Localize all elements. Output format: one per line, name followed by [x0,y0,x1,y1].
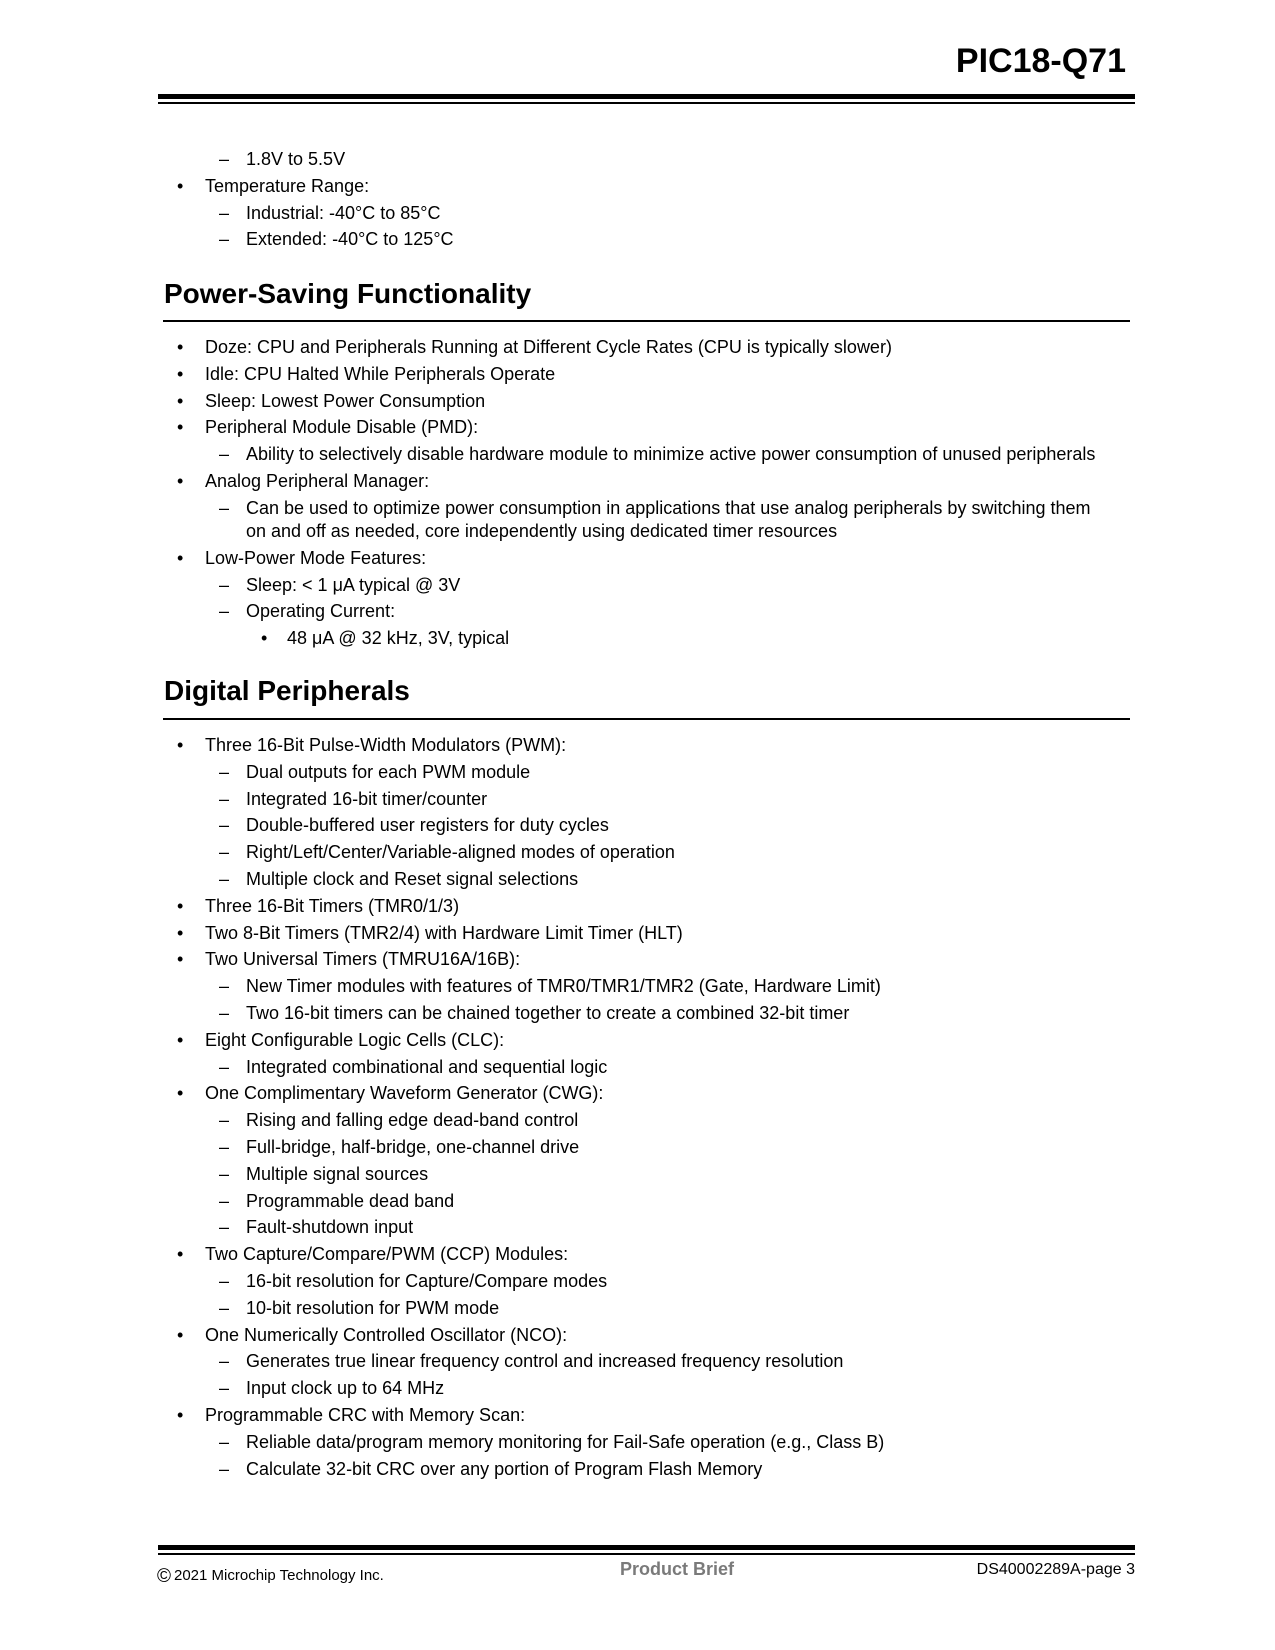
bullet-marker: • [261,628,268,649]
dash-marker: – [219,1297,230,1318]
footer-doc-type: Product Brief [620,1559,735,1579]
footer-copyright: © 2021 Microchip Technology Inc. [157,1566,384,1587]
dash-marker: – [219,815,230,836]
dash-marker: – [219,1431,230,1452]
footer-rule-thick [158,1545,1135,1550]
header-rule-thin [158,102,1135,104]
section-rule [163,320,1130,322]
dash-marker: – [219,149,230,169]
dash-marker: – [219,1378,230,1399]
list-item: • Two Capture/Compare/PWM (CCP) Modules: [0,1241,1275,1268]
list-item: – Input clock up to 64 MHz [0,1375,1275,1402]
header-rule-thick [158,94,1135,99]
bullet-marker: • [177,895,184,916]
dash-marker: – [219,202,230,223]
dash-marker: – [219,1270,230,1291]
list-item: • Two Universal Timers (TMRU16A/16B): [0,946,1275,973]
list-item: • Three 16-Bit Pulse-Width Modulators (PWM): [0,732,1275,759]
footer-rule-thin [158,1553,1135,1555]
dash-marker: – [219,229,230,250]
dash-marker: – [219,1002,230,1023]
dash-marker: – [219,1163,230,1184]
bullet-marker: • [177,922,184,943]
list-item: • Sleep: Lowest Power Consumption [0,388,1275,415]
list-item: – Two 16-bit timers can be chained together to create a combined 32-bit timer [0,1000,1275,1027]
intro-list [0,146,1275,253]
list-item: • Low-Power Mode Features: [0,545,1275,572]
list-item: – Double-buffered user registers for duty cycles [0,812,1275,839]
document-title: PIC18-Q71 [955,42,1126,80]
bullet-marker: • [177,735,184,755]
list-item: – 1.8V to 5.5V [0,146,1275,173]
list-item: – Integrated 16-bit timer/counter [0,786,1275,813]
dash-marker: – [219,601,230,622]
list-item: – 16-bit resolution for Capture/Compare modes [0,1268,1275,1295]
dash-marker: – [219,1217,230,1238]
list-item: • Idle: CPU Halted While Peripherals Operate [0,361,1275,388]
list-item: – Integrated combinational and sequential logic [0,1054,1275,1081]
digital-peripherals-list [0,732,1275,1482]
list-item: • Temperature Range: [0,173,1275,200]
list-item: – Extended: -40°C to 125°C [0,226,1275,253]
bullet-marker: • [177,547,184,568]
section-heading-digital-peripherals: Digital Peripherals [164,675,410,706]
bullet-marker: • [177,390,184,411]
bullet-marker: • [177,1244,184,1265]
list-item: – Calculate 32-bit CRC over any portion of Program Flash Memory [0,1456,1275,1483]
list-item: – Industrial: -40°C to 85°C [0,200,1275,227]
dash-marker: – [219,1110,230,1131]
list-item: – Fault-shutdown input [0,1214,1275,1241]
bullet-marker: • [177,417,184,438]
list-item: – Generates true linear frequency control and increased frequency resolution [0,1348,1275,1375]
dash-marker: – [219,497,230,518]
bullet-marker: • [177,363,184,384]
list-item: – Operating Current: [0,598,1275,625]
list-item: • Two 8-Bit Timers (TMR2/4) with Hardware Limit Timer (HLT) [0,920,1275,947]
bullet-marker: • [177,1324,184,1345]
list-item: – Programmable dead band [0,1188,1275,1215]
dash-marker: – [219,1056,230,1077]
list-item: – Rising and falling edge dead-band control [0,1107,1275,1134]
copyright-symbol: © [157,1566,171,1587]
bullet-marker: • [177,949,184,970]
list-item: – 10-bit resolution for PWM mode [0,1295,1275,1322]
dash-marker: – [219,976,230,997]
list-item: • Eight Configurable Logic Cells (CLC): [0,1027,1275,1054]
list-item: – Multiple signal sources [0,1161,1275,1188]
section-rule [163,718,1130,720]
list-item: • One Numerically Controlled Oscillator (NCO): [0,1322,1275,1349]
list-item: – Reliable data/program memory monitoring for Fail-Safe operation (e.g., Class B) [0,1429,1275,1456]
list-item: – Dual outputs for each PWM module [0,759,1275,786]
dash-marker: – [219,444,230,465]
list-item: • Analog Peripheral Manager: [0,468,1275,495]
list-item: – Sleep: < 1 μA typical @ 3V [0,572,1275,599]
list-item: • Programmable CRC with Memory Scan: [0,1402,1275,1429]
bullet-marker: • [177,1029,184,1050]
dash-marker: – [219,761,230,782]
dash-marker: – [219,842,230,863]
list-item: – Can be used to optimize power consumption in applications that use analog peripherals by switching them on and off as needed, core independently using dedicated timer resources [0,495,1275,545]
list-item: • Doze: CPU and Peripherals Running at Different Cycle Rates (CPU is typically slower) [0,334,1275,361]
dash-marker: – [219,1190,230,1211]
dash-marker: – [219,574,230,595]
bullet-marker: • [177,337,184,357]
bullet-marker: • [177,470,184,491]
list-item: – Right/Left/Center/Variable-aligned modes of operation [0,839,1275,866]
dash-marker: – [219,788,230,809]
section-heading-power-saving: Power-Saving Functionality [164,278,532,309]
dash-marker: – [219,1136,230,1157]
list-item: • 48 μA @ 32 kHz, 3V, typical [0,625,1275,652]
bullet-marker: • [177,1083,184,1104]
dash-marker: – [219,1458,230,1479]
list-item: • Peripheral Module Disable (PMD): [0,414,1275,441]
list-item: – Full-bridge, half-bridge, one-channel drive [0,1134,1275,1161]
bullet-marker: • [177,175,184,196]
dash-marker: – [219,1351,230,1372]
dash-marker: – [219,868,230,889]
list-item: • Three 16-Bit Timers (TMR0/1/3) [0,893,1275,920]
list-item: – Multiple clock and Reset signal selections [0,866,1275,893]
bullet-marker: • [177,1404,184,1425]
power-saving-list [0,334,1275,652]
list-item: – Ability to selectively disable hardware module to minimize active power consumption of unused peripherals [0,441,1275,468]
list-item: • One Complimentary Waveform Generator (CWG): [0,1080,1275,1107]
list-item: – New Timer modules with features of TMR0/TMR1/TMR2 (Gate, Hardware Limit) [0,973,1275,1000]
footer-page-number: DS40002289A-page 3 [976,1561,1135,1578]
